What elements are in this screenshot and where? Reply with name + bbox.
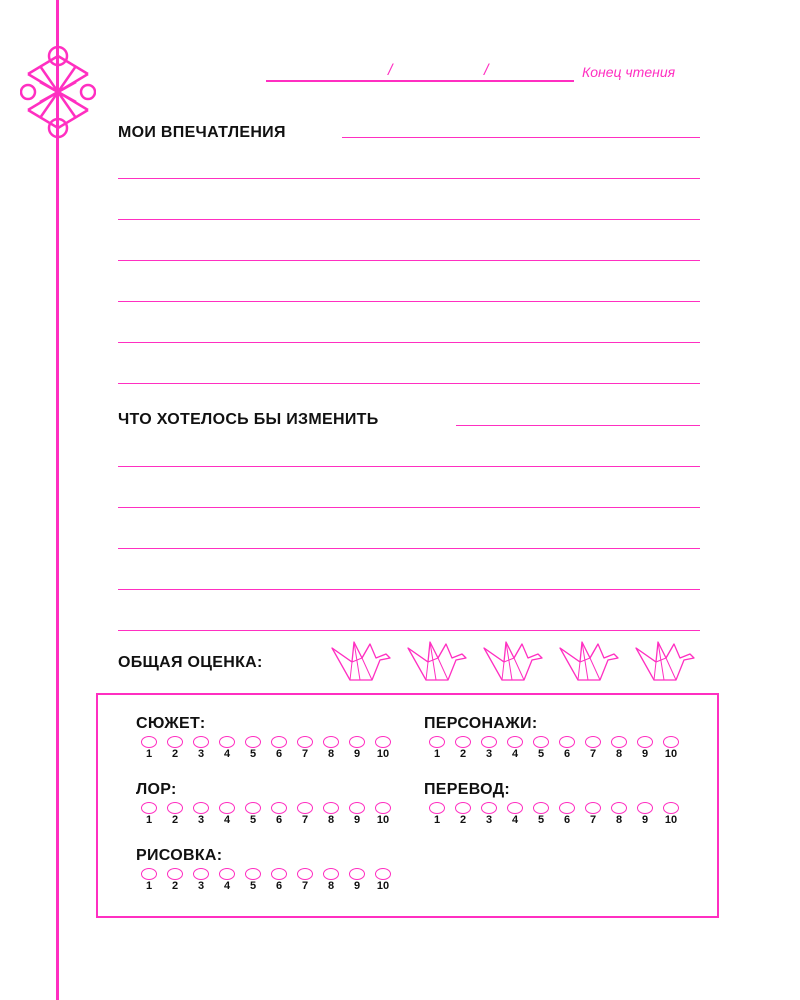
score-circle[interactable] bbox=[585, 736, 601, 748]
score-dots bbox=[424, 802, 686, 827]
score-option[interactable] bbox=[528, 802, 554, 827]
score-number: 1 bbox=[145, 748, 153, 760]
score-option[interactable] bbox=[162, 868, 188, 893]
score-circle[interactable] bbox=[349, 736, 365, 748]
score-number: 7 bbox=[301, 748, 309, 760]
score-number: 10 bbox=[664, 748, 678, 760]
paper-crane-icon[interactable] bbox=[332, 642, 390, 680]
score-number: 3 bbox=[485, 814, 493, 826]
score-dots bbox=[424, 736, 686, 761]
score-number: 7 bbox=[589, 748, 597, 760]
score-dots bbox=[136, 736, 398, 761]
score-circle[interactable] bbox=[141, 736, 157, 748]
score-option[interactable] bbox=[240, 802, 266, 827]
score-option[interactable] bbox=[528, 736, 554, 761]
score-number: 6 bbox=[563, 748, 571, 760]
score-circle[interactable] bbox=[141, 868, 157, 880]
score-option[interactable] bbox=[580, 802, 606, 827]
score-option[interactable] bbox=[606, 736, 632, 761]
score-option[interactable] bbox=[240, 736, 266, 761]
score-number: 9 bbox=[641, 814, 649, 826]
score-circle[interactable] bbox=[323, 736, 339, 748]
score-number: 4 bbox=[223, 814, 231, 826]
score-circle[interactable] bbox=[271, 802, 287, 814]
score-number: 9 bbox=[353, 814, 361, 826]
score-number: 1 bbox=[145, 814, 153, 826]
score-option[interactable] bbox=[658, 802, 684, 827]
score-circle[interactable] bbox=[193, 736, 209, 748]
end-date-line[interactable] bbox=[266, 80, 574, 82]
score-circle[interactable] bbox=[533, 802, 549, 814]
end-of-reading-label: Конец чтения bbox=[582, 64, 676, 80]
score-circle[interactable] bbox=[219, 736, 235, 748]
score-number: 9 bbox=[353, 748, 361, 760]
score-number: 3 bbox=[197, 880, 205, 892]
score-circle[interactable] bbox=[323, 802, 339, 814]
score-option[interactable] bbox=[606, 802, 632, 827]
score-circle[interactable] bbox=[637, 802, 653, 814]
score-circle[interactable] bbox=[245, 736, 261, 748]
score-option[interactable] bbox=[502, 802, 528, 827]
score-circle[interactable] bbox=[375, 802, 391, 814]
score-option[interactable] bbox=[188, 802, 214, 827]
write-line[interactable] bbox=[118, 260, 700, 261]
score-number: 2 bbox=[459, 814, 467, 826]
score-option[interactable] bbox=[214, 868, 240, 893]
score-number: 9 bbox=[641, 748, 649, 760]
score-circle[interactable] bbox=[323, 868, 339, 880]
score-option[interactable] bbox=[554, 736, 580, 761]
score-number: 4 bbox=[511, 748, 519, 760]
score-option[interactable] bbox=[370, 802, 396, 827]
score-option[interactable] bbox=[370, 736, 396, 761]
write-line[interactable] bbox=[118, 466, 700, 467]
scale-art bbox=[136, 846, 398, 893]
score-number: 2 bbox=[171, 748, 179, 760]
score-circle[interactable] bbox=[193, 868, 209, 880]
score-number: 7 bbox=[301, 814, 309, 826]
score-option[interactable] bbox=[554, 802, 580, 827]
score-circle[interactable] bbox=[375, 868, 391, 880]
score-option[interactable] bbox=[370, 868, 396, 893]
scale-title: ЛОР: bbox=[136, 781, 177, 798]
write-line[interactable] bbox=[456, 425, 700, 426]
score-option[interactable] bbox=[632, 802, 658, 827]
date-separator: / bbox=[388, 62, 393, 79]
score-circle[interactable] bbox=[481, 802, 497, 814]
write-line[interactable] bbox=[118, 589, 700, 590]
score-number: 1 bbox=[433, 748, 441, 760]
score-circle[interactable] bbox=[533, 736, 549, 748]
endless-knot-icon bbox=[20, 44, 96, 144]
score-number: 10 bbox=[376, 880, 390, 892]
score-dots bbox=[136, 868, 398, 893]
score-option[interactable] bbox=[318, 868, 344, 893]
score-option[interactable] bbox=[502, 736, 528, 761]
score-dots bbox=[136, 802, 398, 827]
score-option[interactable] bbox=[450, 802, 476, 827]
write-line[interactable] bbox=[118, 219, 700, 220]
score-circle[interactable] bbox=[297, 802, 313, 814]
score-number: 8 bbox=[327, 880, 335, 892]
score-circle[interactable] bbox=[611, 802, 627, 814]
score-option[interactable] bbox=[162, 736, 188, 761]
margin-line bbox=[56, 0, 59, 1000]
scale-lore bbox=[136, 780, 398, 827]
score-option[interactable] bbox=[344, 802, 370, 827]
score-circle[interactable] bbox=[349, 802, 365, 814]
score-option[interactable] bbox=[292, 736, 318, 761]
score-number: 1 bbox=[433, 814, 441, 826]
score-circle[interactable] bbox=[297, 868, 313, 880]
score-circle[interactable] bbox=[559, 802, 575, 814]
write-line[interactable] bbox=[118, 507, 700, 508]
score-option[interactable] bbox=[344, 736, 370, 761]
score-circle[interactable] bbox=[245, 868, 261, 880]
score-number: 8 bbox=[327, 748, 335, 760]
score-number: 2 bbox=[171, 880, 179, 892]
score-circle[interactable] bbox=[271, 736, 287, 748]
write-line[interactable] bbox=[342, 137, 700, 138]
score-circle[interactable] bbox=[507, 736, 523, 748]
score-circle[interactable] bbox=[245, 802, 261, 814]
score-circle[interactable] bbox=[585, 802, 601, 814]
scale-title: СЮЖЕТ: bbox=[136, 715, 206, 732]
score-option[interactable] bbox=[266, 868, 292, 893]
score-number: 8 bbox=[615, 814, 623, 826]
score-circle[interactable] bbox=[167, 736, 183, 748]
score-option[interactable] bbox=[318, 802, 344, 827]
score-option[interactable] bbox=[424, 736, 450, 761]
score-number: 7 bbox=[301, 880, 309, 892]
score-circle[interactable] bbox=[429, 802, 445, 814]
score-option[interactable] bbox=[188, 736, 214, 761]
score-number: 10 bbox=[376, 814, 390, 826]
score-option[interactable] bbox=[136, 802, 162, 827]
score-number: 10 bbox=[376, 748, 390, 760]
scale-title: РИСОВКА: bbox=[136, 847, 223, 864]
score-option[interactable] bbox=[318, 736, 344, 761]
write-line[interactable] bbox=[118, 383, 700, 384]
score-option[interactable] bbox=[136, 736, 162, 761]
score-number: 9 bbox=[353, 880, 361, 892]
score-number: 6 bbox=[563, 814, 571, 826]
impressions-title: МОИ ВПЕЧАТЛЕНИЯ bbox=[118, 124, 286, 141]
score-number: 4 bbox=[511, 814, 519, 826]
paper-crane-icon[interactable] bbox=[484, 642, 542, 680]
score-option[interactable] bbox=[632, 736, 658, 761]
score-option[interactable] bbox=[580, 736, 606, 761]
score-circle[interactable] bbox=[663, 802, 679, 814]
crane-rating bbox=[326, 636, 706, 686]
paper-crane-icon[interactable] bbox=[560, 642, 618, 680]
write-line[interactable] bbox=[118, 178, 700, 179]
score-number: 4 bbox=[223, 880, 231, 892]
score-circle[interactable] bbox=[167, 802, 183, 814]
scale-translation bbox=[424, 780, 686, 827]
score-number: 5 bbox=[537, 748, 545, 760]
score-number: 8 bbox=[615, 748, 623, 760]
scale-title: ПЕРСОНАЖИ: bbox=[424, 715, 538, 732]
score-number: 6 bbox=[275, 880, 283, 892]
score-circle[interactable] bbox=[455, 736, 471, 748]
score-option[interactable] bbox=[424, 802, 450, 827]
score-circle[interactable] bbox=[349, 868, 365, 880]
score-option[interactable] bbox=[136, 868, 162, 893]
score-number: 5 bbox=[249, 880, 257, 892]
score-option[interactable] bbox=[292, 868, 318, 893]
score-number: 3 bbox=[485, 748, 493, 760]
score-number: 5 bbox=[249, 814, 257, 826]
change-title: ЧТО ХОТЕЛОСЬ БЫ ИЗМЕНИТЬ bbox=[118, 411, 379, 428]
scale-characters bbox=[424, 714, 686, 761]
score-circle[interactable] bbox=[507, 802, 523, 814]
score-number: 2 bbox=[171, 814, 179, 826]
score-circle[interactable] bbox=[481, 736, 497, 748]
score-circle[interactable] bbox=[219, 868, 235, 880]
score-option[interactable] bbox=[292, 802, 318, 827]
score-number: 10 bbox=[664, 814, 678, 826]
score-number: 6 bbox=[275, 814, 283, 826]
scale-title: ПЕРЕВОД: bbox=[424, 781, 511, 798]
score-number: 3 bbox=[197, 748, 205, 760]
score-circle[interactable] bbox=[271, 868, 287, 880]
score-circle[interactable] bbox=[429, 736, 445, 748]
score-number: 4 bbox=[223, 748, 231, 760]
score-number: 7 bbox=[589, 814, 597, 826]
score-circle[interactable] bbox=[455, 802, 471, 814]
score-option[interactable] bbox=[214, 736, 240, 761]
score-option[interactable] bbox=[344, 868, 370, 893]
score-number: 8 bbox=[327, 814, 335, 826]
date-separator: / bbox=[484, 62, 489, 79]
score-number: 2 bbox=[459, 748, 467, 760]
score-option[interactable] bbox=[658, 736, 684, 761]
score-number: 1 bbox=[145, 880, 153, 892]
score-circle[interactable] bbox=[559, 736, 575, 748]
paper-crane-icon[interactable] bbox=[636, 642, 694, 680]
score-number: 5 bbox=[249, 748, 257, 760]
write-line[interactable] bbox=[118, 630, 700, 631]
score-circle[interactable] bbox=[297, 736, 313, 748]
score-circle[interactable] bbox=[637, 736, 653, 748]
write-line[interactable] bbox=[118, 548, 700, 549]
score-option[interactable] bbox=[266, 802, 292, 827]
score-option[interactable] bbox=[214, 802, 240, 827]
score-option[interactable] bbox=[266, 736, 292, 761]
score-circle[interactable] bbox=[193, 802, 209, 814]
score-circle[interactable] bbox=[663, 736, 679, 748]
score-option[interactable] bbox=[188, 868, 214, 893]
score-circle[interactable] bbox=[167, 868, 183, 880]
scale-plot bbox=[136, 714, 398, 761]
score-number: 5 bbox=[537, 814, 545, 826]
score-option[interactable] bbox=[476, 802, 502, 827]
score-circle[interactable] bbox=[611, 736, 627, 748]
score-option[interactable] bbox=[450, 736, 476, 761]
write-line[interactable] bbox=[118, 342, 700, 343]
score-option[interactable] bbox=[162, 802, 188, 827]
overall-rating-label: ОБЩАЯ ОЦЕНКА: bbox=[118, 654, 263, 671]
score-circle[interactable] bbox=[375, 736, 391, 748]
score-number: 3 bbox=[197, 814, 205, 826]
paper-crane-icon[interactable] bbox=[408, 642, 466, 680]
score-number: 6 bbox=[275, 748, 283, 760]
write-line[interactable] bbox=[118, 301, 700, 302]
score-circle[interactable] bbox=[219, 802, 235, 814]
score-option[interactable] bbox=[240, 868, 266, 893]
score-option[interactable] bbox=[476, 736, 502, 761]
score-circle[interactable] bbox=[141, 802, 157, 814]
